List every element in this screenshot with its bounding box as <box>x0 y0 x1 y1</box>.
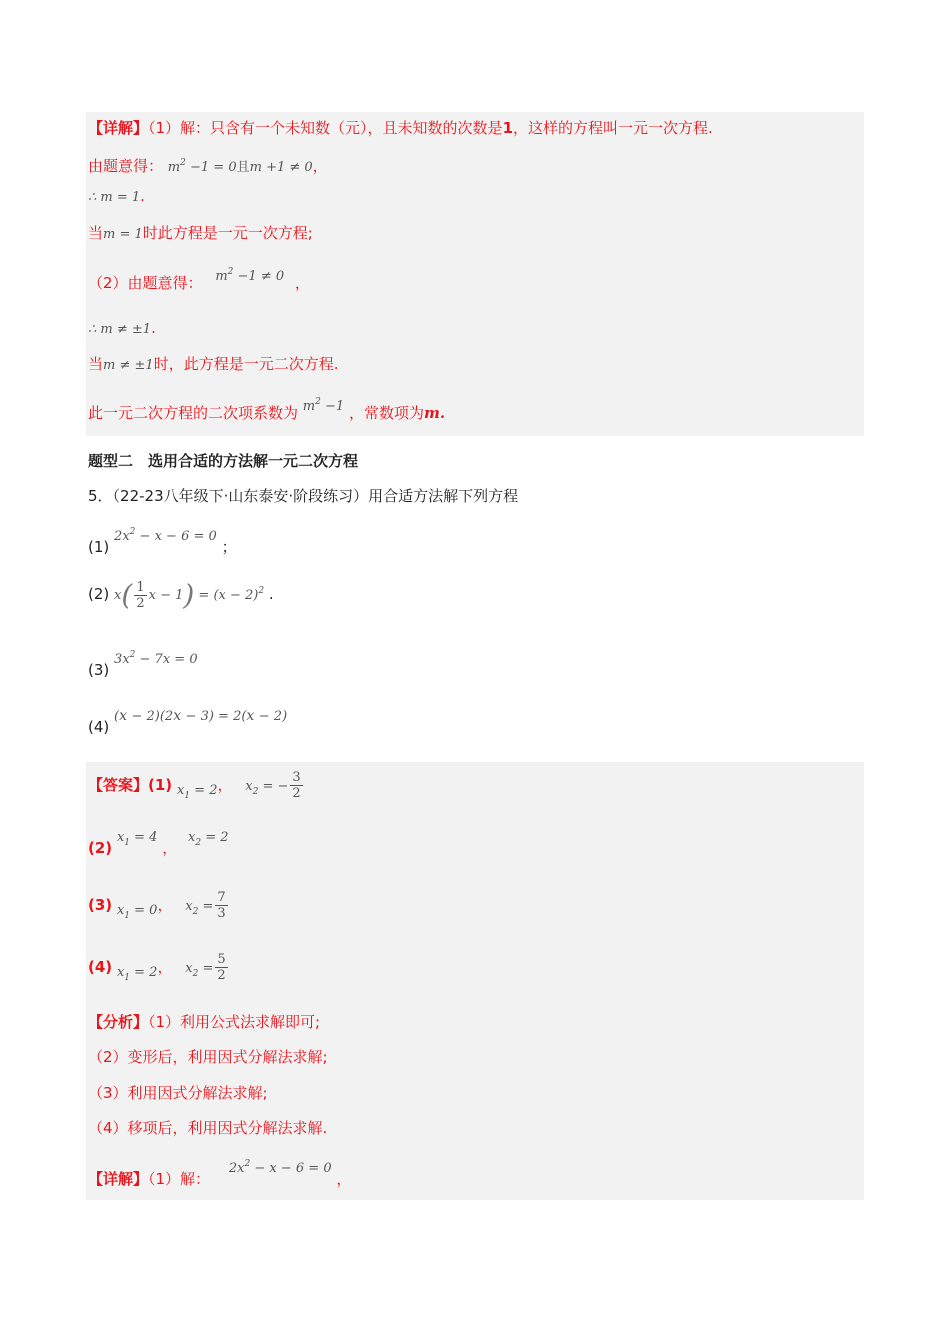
analysis-line-2: （2）变形后，利用因式分解法求解; <box>88 1048 328 1066</box>
section-title: 题型二 选用合适的方法解一元二次方程 <box>88 452 359 470</box>
answer-line-2: (2) $x_1 = 4$ ， $x_2 = 2$ <box>88 830 229 857</box>
question-item-2: (2) x( $\frac{1}{2}$ $x - 1) = (x - 2)^2$ . <box>88 578 274 612</box>
analysis-line-4: （4）移项后，利用因式分解法求解. <box>88 1119 328 1137</box>
detail1-line-1: 【详解】（1）解：只含有一个未知数（元），且未知数的次数是1，这样的方程叫一元一次方程. <box>88 119 713 137</box>
analysis-line-3: （3）利用因式分解法求解; <box>88 1084 268 1102</box>
detail2-line-1: 【详解】（1）解： $2x^2 - x - 6 = 0$ ， <box>88 1159 352 1188</box>
question-item-3: (3) $3x^2 - 7x = 0$ <box>88 650 198 679</box>
analysis-line-1: 【分析】（1）利用公式法求解即可; <box>88 1013 321 1031</box>
detail1-line-6: ∴ m ≠ ±1. <box>88 319 156 337</box>
detail1-line-5: （2）由题意得： $m^2 -1 \ne 0$ ， <box>88 267 310 292</box>
question-item-1: (1) $2x^2 - x - 6 = 0$ ； <box>88 527 237 556</box>
answer-line-1: 【答案】(1) $x_1 = 2$， $x_2$ = − $\frac{3}{2}$ <box>88 770 301 801</box>
detail1-line-8: 此一元二次方程的二次项系数为 $m^2 -1$ ，常数项为m. <box>88 397 446 422</box>
detail1-line-4: 当m = 1时此方程是一元一次方程; <box>88 224 313 242</box>
question-item-4: (4) (x − 2)(2x − 3) = 2(x − 2) <box>88 708 288 736</box>
math-condition: $m^2 -1 = 0$且m +1 ≠ 0 <box>167 158 313 175</box>
detail1-line-2: 由题意得： $m^2 -1 = 0$且m +1 ≠ 0， <box>88 157 328 175</box>
question-stem: 5．（22-23八年级下·山东泰安·阶段练习）用合适方法解下列方程 <box>88 487 519 505</box>
answer-line-3: (3) $x_1 = 0$， $x_2$ = $\frac{7}{3}$ <box>88 890 226 921</box>
detail1-line-3: ∴ m = 1. <box>88 187 145 205</box>
answer-line-4: (4) $x_1 = 2$， $x_2$ = $\frac{5}{2}$ <box>88 952 226 983</box>
detail1-line-7: 当m ≠ ±1时，此方程是一元二次方程. <box>88 355 339 373</box>
